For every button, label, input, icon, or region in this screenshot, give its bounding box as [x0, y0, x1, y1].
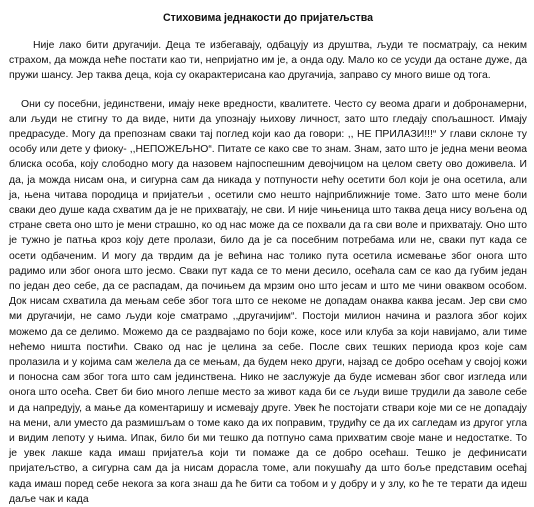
- document-title: Стиховима једнакости до пријатељства: [163, 12, 373, 24]
- paragraph-body: Они су посебни, јединствени, имају неке вредности, квалитете. Често су веома драги и добронамерни, али људи не стигну то да виде, нити да упознају њихову личност, зато што гледају спољашност. Имају предрасуде. Могу да препознам сваки тај поглед који као да говори: ,, НЕ ПРИЛАЗИ!!!“ У глави склоне ту особу или дете у фиоку- ,,НЕПОЖЕЉНО“. Питате се како све то знам. Знам, зато што је једна мени веома блиска особа, коју слободно могу да назовем најпоспешним дeвојчицом на целом свету ово доживела. И да, ја можда нисам она, и сигурна сам да никада у потпуности нећу осетити бол који је она осетила, али ја, њена читава породица и пријатељи , осетили смо нешто најприближније томе. Зато што мене боли сваки део душе када схватим да је не прихватају, не сви. И није чињеница што таква деца нису вољена од стране света оно што је мени страшно, ко од нас може да се похвали да га сви воле и прихватају. Оно што је тужно је патња кроз коју дете пролази, било да је са посебним потребама или не, сваки пут када се осети одбаченим. И могу да тврдим да је већина нас толико пута осетила исмевање због онога што радимо или због онога што јесмо. Сваки пут када се то мени десило, осећала сам се као да губим један по један део себе, да се распадам, да почињем да мрзим оно што јесам и што ме чини оваквом особом. Док нисам схватила да мењам себе због тога што се некоме не допадам онаква каква јесам. Јер сви смо ми другачији, не само људи које сматрамо ,,другачијим“. Постоји милион начина и разлога због којих можемо да се делимо. Можемо да се раздвајамо по боји коже, косе или клуба за који навијамо, али тиме нећемо ништа постићи. Свако од нас је целина за себе. После свих тешких периода кроз које сам пролазила и у којима сам желела да се мењам, да будем неко други, најзад се добро осећам у својој кожи и поносна сам због тога што сам јединствена. Нико не заслужује да буде исмеван због свог изгледа или онога што осећа. Свет би био много лепше место за живот када би се људи више трудили да заволе себе и да напредују, а мање да коментаришу и исмевају друге. Увек ће постојати ствари које ми се не допадају на мени, али уместо да размишљам о томе како да их поправим, трудићу се да их сагледам из другог угла и видим лепоту у њима. Ипак, било би ми тешко да потпуно сама прихватим своје мане и недостатке. То је увек лакше када имаш пријатеља који ти помаже да се добро осећаш. Тешко је дефинисати пријатељство, а сигурна сам да ја нисам дорасла томе, али покушаћу да што боље представим осећај када имаш поред себе некога за кога знаш да ће бити са тобом и у добру и у злу, ко ће те терати да идеш даље чак и када: [9, 98, 527, 505]
- paragraph-intro: Није лако бити другачији. Деца те избегавају, одбацују из друштва, људи те посматрају, са неким страхом, да можда нећe постати као ти, непријатно им je, a онда оду. Мало ко се усуди да остане дуже, да пружи шансу. Јер таква деца, која су окарактерисана као другачија, заправо су много више од тога.: [9, 40, 527, 82]
